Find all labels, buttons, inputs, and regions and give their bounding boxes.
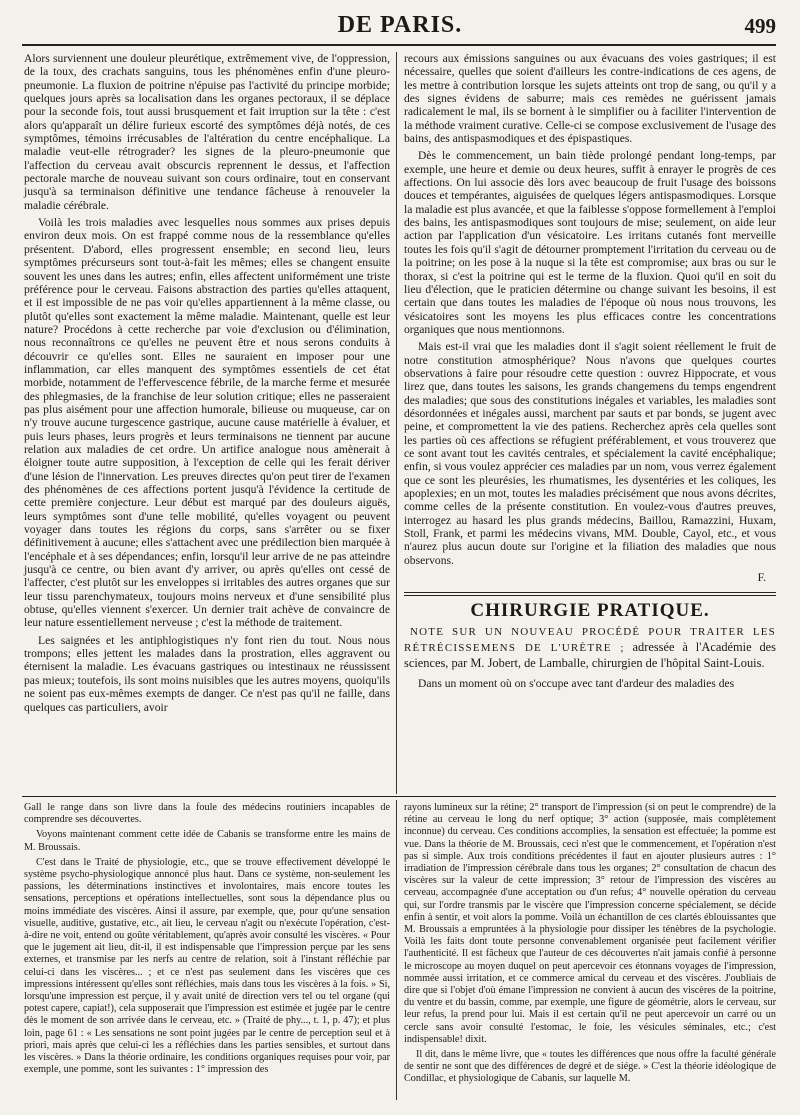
footnote-paragraph: Voyons maintenant comment cette idée de Cabanis se transforme entre les mains de M. Broussais. — [24, 829, 390, 853]
footnote-paragraph: rayons lumineux sur la rétine; 2° transport de l'impression (si on peut le comprendre) de la rétine au cerveau le long du nerf optique; 3° action (supposée, mais complètement inconnue) du cerveau. Ces conditions accomplies, la sensation est effectuée; la pomme est vue. Dans la théorie de M. Broussais, ceci n'est que le commencement, et l'opération n'est pas si simple. Aux trois conditions précédentes il faut en ajouter plusieurs autres : 1° irradiation de l'impression cérébrale dans tous les organes; 2° consultation de chacun des viscères sur la valeur de cette impression; 3° retour de l'impression des viscères au cerveau, accompagnée d'une acceptation ou d'un refus; 4° nouvelle opération du cerveau qui, sur l'ordre transmis par le viscère que l'impression concerne spécialement, se décide enfin à sentir, et voit alors la pomme. Voilà un échantillon de ces clartés éblouissantes que M. Broussais a empruntées à la physiologie pour dissiper les ténèbres de la psychologie. Voilà les faits dont toute personne convenablement organisée peut facilement vérifier l'authenticité. Il est fâcheux que l'auteur de ces découvertes n'ait jamais confié à personne le microscope au moyen duquel on peut apercevoir ces étonnans voyages de l'impression, nommée aussi irritation, et ce commerce amical du cerveau et des viscères. J'oubliais de dire que si l'objet d'où émane l'impression ne convient à aucun des viscères de la poitrine, du ventre et du bassin, comme, par exemple, une figure de géométrie, alors le cerveau, sur leur refus, la prend pour lui. Mais il est certain qu'il ne peut apercevoir un carré ou un cercle sans avoir consulté l'estomac, le foie, les vésicules séminales, etc.; c'est indispensable! dixit. — [404, 802, 776, 1045]
subtitle-rest: adressée à l'Académie des sciences, par M. Jobert, de Lamballe, chirurgien de l'hôpital Saint-Louis. — [404, 639, 776, 670]
footnotes-right — [404, 802, 776, 1089]
left-column — [24, 52, 390, 718]
subtitle-caps: NOTE SUR UN NOUVEAU PROCÉDÉ POUR TRAITER LES RÉTRÉCISSEMENS DE L'URÈTRE ; — [404, 625, 776, 654]
footnote-paragraph: Gall le range dans son livre dans la foule des médecins routiniers incapables de comprendre ses découvertes. — [24, 802, 390, 826]
paragraph: Les saignées et les antiphlogistiques n'y font rien du tout. Nous nous trompons; elles jettent les malades dans la prostration, elles aggravent ou éternisent la maladie. Les évacuans gastriques ou intestinaux ne réussissent pas mieux; toutefois, ils sont moins nuisibles que les autres moyens, quoiqu'ils ne soient pas eux-mêmes exempts de danger. Ce n'est pas qu'il ne faille, dans quelques cas particuliers, avoir — [24, 633, 390, 714]
page-header — [0, 12, 800, 48]
paragraph: Alors surviennent une douleur pleurétique, extrêmement vive, de l'oppression, de la toux, des crachats sanguins, tous les phénomènes enfin d'une pleuro-pneumonie. La fluxion de poitrine n'épuise pas l'activité du principe morbide; quelques jours après sa localisation dans les organes pectoraux, il se déplace pour la seconde fois, tout aussi brusquement et fait irruption sur la tête : c'est alors qu'apparaît un délire furieux escorté des symptômes déjà notés, de ces symptômes, témoins irrécusables de l'altération du centre encéphalique. La maladie veut-elle rétrograder? les signes de la pleuro-pneumonie que l'affection du cerveau avait obscurcis reprennent le dessus, et l'affection pectorale marche de nouveau suivant son cours ordinaire, tout en conservant jusqu'à sa terminaison définitive une tendance fâcheuse à renouveler la maladie cérébrale. — [24, 52, 390, 212]
footnote-column-divider — [396, 800, 397, 1100]
section-separator — [404, 592, 776, 596]
article-subtitle — [404, 624, 776, 671]
author-signature: F. — [757, 571, 766, 585]
right-column — [404, 52, 776, 694]
footnote-paragraph: C'est dans le Traité de physiologie, etc., que se trouve effectivement développé le système psycho-physiologique annoncé plus haut. Dans ce système, non-seulement les passions, les déterminations instinctives et involontaires, mais encore toutes les sensations, perceptions et opérations intellectuelles, sont sous la dépendance plus ou moins immédiate des viscères. Ainsi il assure, par exemple, que, pour qu'une sensation visuelle, auditive, gustative, etc., ait lieu, le cerveau n'agit ou n'exécute l'opération, c'est-à-dire ne voit, entend ou goûte véritablement, qu'après avoir consulté les viscères. « Pour que le jugement ait lieu, dit-il, il est indispensable que l'impression perçue par les sens externes, et transmise par les nerfs au centre de relation, soit à l'instant réfléchie par celui-ci dans les viscères... ; et ce n'est pas seulement dans les viscères que ces impressions intéressent qu'elles sont réfléchies, mais dans tous les viscères à la fois. » Si, lorsqu'une impression est perçue, il y avait unité de direction vers tel ou tel organe (qui potest capere, capiat!), cela supposerait que l'impression est estimée et jugée par le centre dès le moment de son arrivée dans le cerveau, etc. » (Traité de phy..., t. 1, p. 47); et plus loin, page 61 : « Les sensations ne sont point jugées par le centre de perception seul et à priori, mais après que celui-ci les a réfléchies dans les parties sensibles, et surtout dans les viscères. » Dans la théorie ordinaire, les conditions organiques requises pour voir, par exemple, une pomme, sont les suivantes : 1° impression des — [24, 856, 390, 1076]
section-title: CHIRURGIE PRATIQUE. — [470, 600, 710, 622]
footnotes-left — [24, 802, 390, 1079]
paragraph: recours aux émissions sanguines ou aux évacuans des voies gastriques; il est nécessaire, quelles que soient d'ailleurs les contre-indications de ces agens, de les mettre à contribution lorsque les sujets atteints ont trop de sang, ou qu'il y a des signes évidens de saburre; mais ces remèdes ne guérissent jamais radicalement le mal, ils se bornent à le simplifier ou à faciliter l'intervention de la méthode vraiment curative. Celle-ci se compose exclusivement de l'usage des bains, des antispasmodiques et des épispastiques. — [404, 52, 776, 146]
masthead-title: DE PARIS. — [337, 12, 463, 38]
paragraph: Voilà les trois maladies avec lesquelles nous sommes aux prises depuis environ deux mois. On est frappé comme nous de la ressemblance qu'elles présentent. D'abord, elles progressent ensemble; en second lieu, leurs symptômes précurseurs sont tout-à-fait les mêmes; elles se changent ensuite souvent les unes dans les autres; enfin, elles affectent uniformément une triste préférence pour le cerveau. Faisons abstraction des parties qu'elles attaquent, et il est impossible de ne pas voir qu'elles appartiennent à la même classe, ou plutôt qu'elles sont exactement la même maladie. Maintenant, quelle est leur nature? Procédons à cette recherche par voie d'exclusion ou d'élimination, nous reconnaîtrons ce qu'elles ne peuvent être et nous serons conduits à découvrir ce qu'elles sont. Elles ne sauraient en imposer pour une inflammation, car elles manquent des symptômes essentiels de cet état morbide, notamment de l'effervescence fébrile, de la marche ferme et mesurée des phlegmasies, de la franchise de leur solution critique; elles ne passeraient pas plus aisément pour une affection humorale, bilieuse ou muqueuse, car on n'y trouve aucune turgescence gastrique, aucune cause matérielle à évaluer, et puis leurs phases, leurs progrès et leurs terminaisons ne tiennent par aucune relation aux maladies de cet ordre. Un artifice analogue nous amènerait à éloigner toute autre supposition, à l'exception de celle qui les ferait dériver d'une lésion de l'innervation. Les preuves directes qu'on peut tirer de l'examen des phénomènes de ces affections portent jusqu'à l'évidence la certitude de cette première conjecture. Leur début est marqué par des douleurs aiguës, leurs symptômes sont d'une telle mobilité, qu'elles voyagent ou peuvent voyager dans toutes les régions du corps, sans s'arrêter ou se fixer définitivement à aucune; elles s'attachent avec une prédilection bien marquée à l'encéphale et à ses dépendances; enfin, lorsqu'il leur arrive de ne pas atteindre jusqu'à ce centre, ou bien avant d'y arriver, ou après qu'elles ont cessé de l'affecter, c'est plutôt sur les enveloppes si irritables des autres organes que sur leur tissu parenchymateux, toujours moins nerveux et d'une sensibilité plus obtuse, qu'elles viennent s'exercer. Un dernier trait achève de convaincre de leur nature essentiellement nerveuse ; c'est la méthode de traitement. — [24, 216, 390, 630]
paragraph: Dans un moment où on s'occupe avec tant d'ardeur des maladies des — [418, 676, 735, 690]
footnote-paragraph: Il dit, dans le même livre, que « toutes les différences que nous offre la faculté générale de sentir ne sont que des différences de degré et de siége. » C'est la théorie idéologique de Condillac, et physiologique de Cabanis, sur laquelle M. — [404, 1049, 776, 1085]
footnote-separator — [22, 796, 776, 797]
column-divider — [396, 52, 397, 794]
page-number: 499 — [744, 14, 776, 38]
header-rule — [22, 44, 776, 46]
paragraph: Dès le commencement, un bain tiède prolongé pendant long-temps, par exemple, une heure et demie ou deux heures, suffit à enrayer le progrès de ces affections. On lui associe dès lors avec beaucoup de fruit l'usage des boissons douces et tempérantes, aiguisées de quelques légers antispasmodiques. Lorsque la maladie est plus avancée, et que la faiblesse s'oppose formellement à l'emploi des bains, les antispasmodiques sont toujours de mise; seulement, on aide leur action par l'application d'un vésicatoire. Les irritans cutanés font merveille toutes les fois qu'il s'agit de détourner promptement l'irritation du cerveau ou de la poitrine; on les pose à la nuque si la tête est compromise; aux bras ou sur le thorax, si c'est la poitrine qui est le terme de la fluxion. Quoi qu'il en soit du lieu d'élection, que le praticien détermine ou change suivant les besoins, il est certain que dans toutes les maladies de l'époque où nous nous trouvons, les vésicatoires sont les moyens les plus efficaces contre les concentrations organiques que nous mentionnons. — [404, 149, 776, 336]
paragraph: Mais est-il vrai que les maladies dont il s'agit soient réellement le fruit de notre constitution atmosphérique? Nous n'avons que quelques courtes observations à faire pour résoudre cette question : ouvrez Hippocrate, et vous lirez que, dans toutes les saisons, les grands changemens du temps engendrent des maladies; que sous des constitutions inégales et variables, les maladies sont désordonnées et inégales aussi, marchent par sauts et par bonds, se jugent avec peine, et compromettent la vie des patiens. Recherchez après cela quelles sont les parties où ces affections se réfugient préférablement, et vous trouverez que ce sont avant tout les cavités centrales, et spécialement la cavité encéphalique; enfin, si vous voulez apprécier ces maladies par un nom, vous verrez également que ce sont les pleurésies, les rhumatismes, les dysentéries et les coliques, les apoplexies; en un mot, toutes les maladies précisément que nous avons décrites, comme celles de la présente constitution. En voulez-vous d'autres preuves, interrogez au hasard les plus grands médecins, Baillou, Ramazzini, Huxam, Stoll, Frank, et parmi les médecins vivans, MM. Double, Cayol, etc., et vous n'aurez plus aucun doute sur l'origine et la filiation des maladies que nous observons. — [404, 340, 776, 567]
